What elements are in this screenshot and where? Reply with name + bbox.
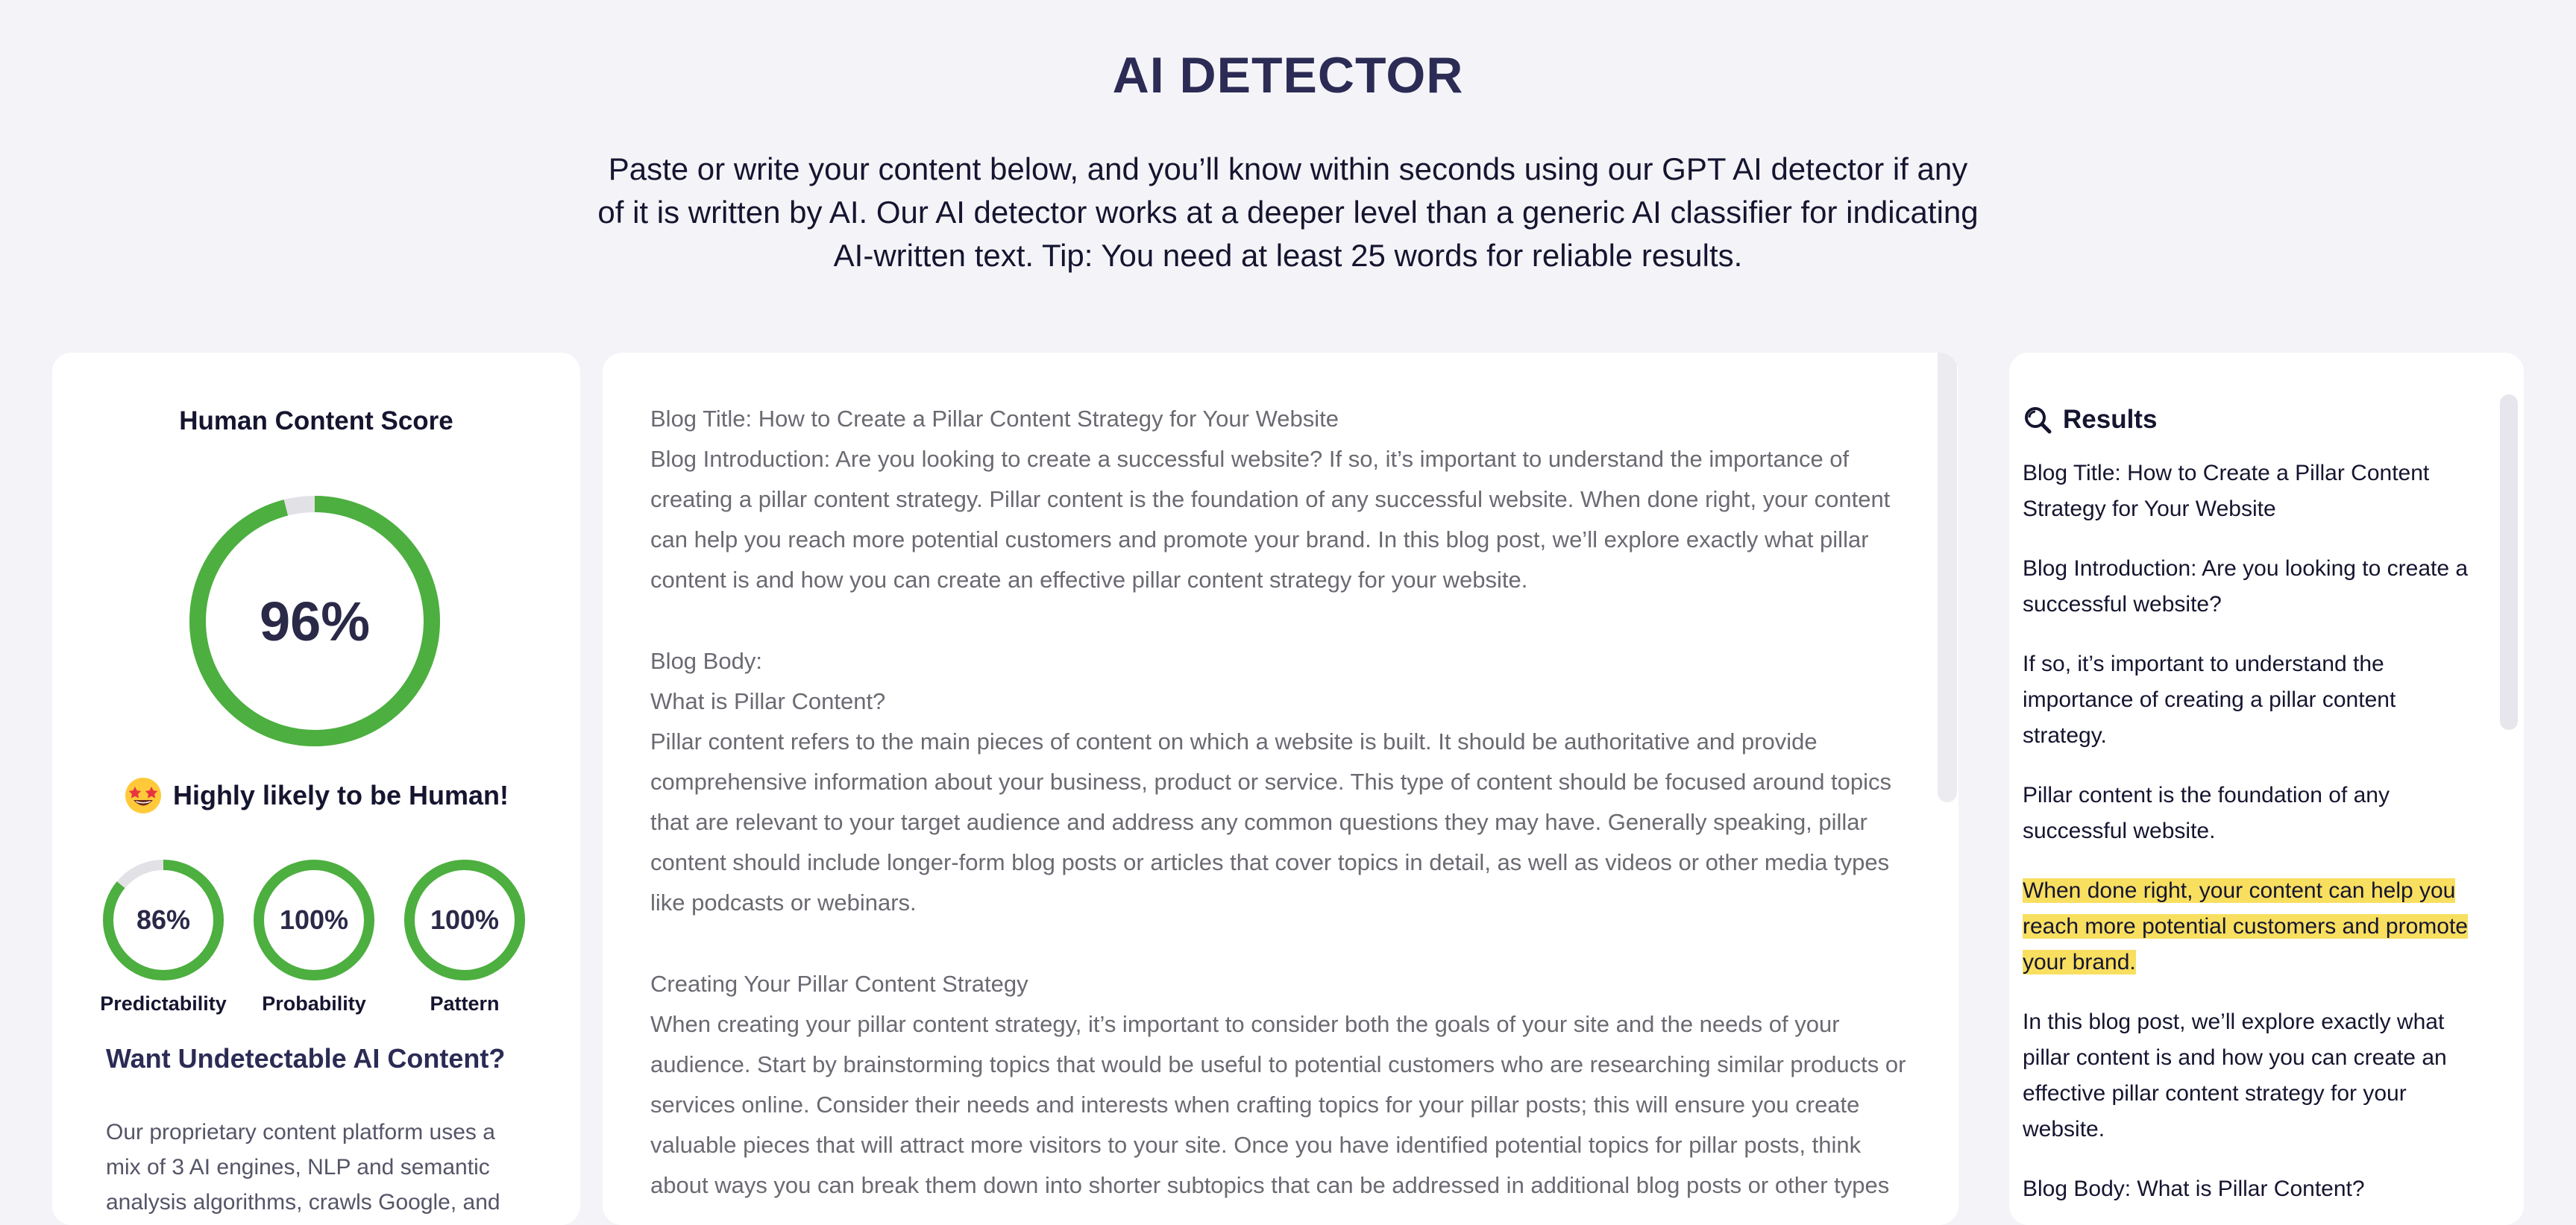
predictability-value: 86% xyxy=(136,904,191,935)
editor-line: audience. Start by brainstorming topics that would be useful to potential customers who are researching similar products or xyxy=(650,1051,1906,1077)
editor-line: Blog Introduction: Are you looking to create a successful website? If so, it’s important to understand the importance of xyxy=(650,446,1850,472)
editor-line: content is and how you can create an effective pillar content strategy for your website. xyxy=(650,567,1528,593)
probability-metric xyxy=(251,857,377,1015)
probability-label: Probability xyxy=(262,992,366,1015)
editor-line: that are relevant to your target audience and address any common questions they may have. Generally speaking, pillar xyxy=(650,809,1867,835)
result-item-highlighted xyxy=(2023,873,2470,980)
editor-line: can help you reach more potential customers and promote your brand. In this blog post, we’ll explore exactly what pillar xyxy=(650,526,1869,552)
probability-value: 100% xyxy=(279,904,349,935)
results-list xyxy=(2023,456,2470,1225)
pattern-label: Pattern xyxy=(430,992,500,1015)
editor-scrollbar[interactable] xyxy=(1938,353,1957,802)
result-item xyxy=(2023,1171,2470,1207)
results-header xyxy=(2023,405,2157,435)
result-item xyxy=(2023,456,2470,527)
editor-line: When creating your pillar content strategy, it’s important to consider both the goals of your site and the needs of your xyxy=(650,1011,1840,1037)
results-card xyxy=(2009,353,2524,1225)
search-icon xyxy=(2023,405,2052,435)
pattern-metric xyxy=(401,857,528,1015)
editor-line: comprehensive information about your business, product or service. This type of content should be focused around topics xyxy=(650,769,1892,795)
result-text: When done right, your content can help you reach more potential customers and promote your brand. xyxy=(2023,878,2468,974)
page-title: AI DETECTOR xyxy=(1112,47,1464,104)
result-text: Blog Body: What is Pillar Content? xyxy=(2023,1177,2365,1201)
editor-line: Blog Body: xyxy=(650,648,762,674)
result-text: Blog Title: How to Create a Pillar Content Strategy for Your Website xyxy=(2023,461,2430,521)
result-text: In this blog post, we’ll explore exactly what pillar content is and how you can create an effective pillar content strategy for your website. xyxy=(2023,1010,2447,1141)
predictability-metric xyxy=(100,857,227,1015)
score-value: 96% xyxy=(259,590,371,652)
result-item xyxy=(2023,551,2470,623)
editor-line: about ways you can break them down into shorter subtopics that can be addressed in additional blog posts or other types xyxy=(650,1172,1890,1198)
editor-line: Blog Title: How to Create a Pillar Content Strategy for Your Website xyxy=(650,406,1339,432)
result-item xyxy=(2023,778,2470,849)
result-item xyxy=(2023,646,2470,754)
verdict xyxy=(52,776,580,815)
editor-line: services online. Consider their needs and interests when crafting topics for your pillar posts; this will ensure you create xyxy=(650,1092,1860,1118)
results-scrollbar[interactable] xyxy=(2500,394,2518,730)
score-card xyxy=(52,353,580,1225)
editor-line: valuable pieces that will attract more visitors to your site. Once you have identified potential topics for pillar posts, think xyxy=(650,1132,1862,1158)
pattern-value: 100% xyxy=(430,904,500,935)
result-text: If so, it’s important to understand the importance of creating a pillar content strategy. xyxy=(2023,652,2396,748)
content-editor-card xyxy=(603,353,1958,1225)
editor-line: Pillar content refers to the main pieces of content on which a website is built. It should be authoritative and provide xyxy=(650,728,1818,755)
result-text: Pillar content is the foundation of any successful website. xyxy=(2023,783,2390,843)
editor-paragraph xyxy=(650,641,1918,923)
editor-paragraph xyxy=(650,399,1918,600)
editor-line: Creating Your Pillar Content Strategy xyxy=(650,971,1028,997)
result-item xyxy=(2023,1004,2470,1147)
score-title: Human Content Score xyxy=(179,406,453,435)
predictability-label: Predictability xyxy=(100,992,227,1015)
editor-line: like podcasts or webinars. xyxy=(650,889,917,916)
verdict-text: Highly likely to be Human! xyxy=(172,780,509,810)
promo-text: Our proprietary content platform uses a mix of 3 AI engines, NLP and semantic analysis algorithms, crawls Google, and xyxy=(106,1120,500,1215)
promo-heading: Want Undetectable AI Content? xyxy=(106,1043,506,1074)
editor-line: creating a pillar content strategy. Pillar content is the foundation of any successful website. When done right, your content xyxy=(650,486,1891,512)
editor-paragraph xyxy=(650,964,1918,1206)
editor-line: What is Pillar Content? xyxy=(650,688,886,714)
result-text: Blog Introduction: Are you looking to create a successful website? xyxy=(2023,556,2469,617)
star-struck-emoji-icon xyxy=(124,776,163,815)
intro-text: Paste or write your content below, and you’ll know within seconds using our GPT AI detector if any of it is written by AI. Our AI detector works at a deeper level than a generic AI classifier for indicating AI-written text. Tip: You need at least 25 words for reliable results. xyxy=(597,151,1979,273)
results-title: Results xyxy=(2063,405,2158,434)
content-textarea[interactable] xyxy=(650,399,1918,1206)
editor-line: content should include longer-form blog posts or articles that cover topics in detail, as well as videos or other media types xyxy=(650,849,1890,875)
